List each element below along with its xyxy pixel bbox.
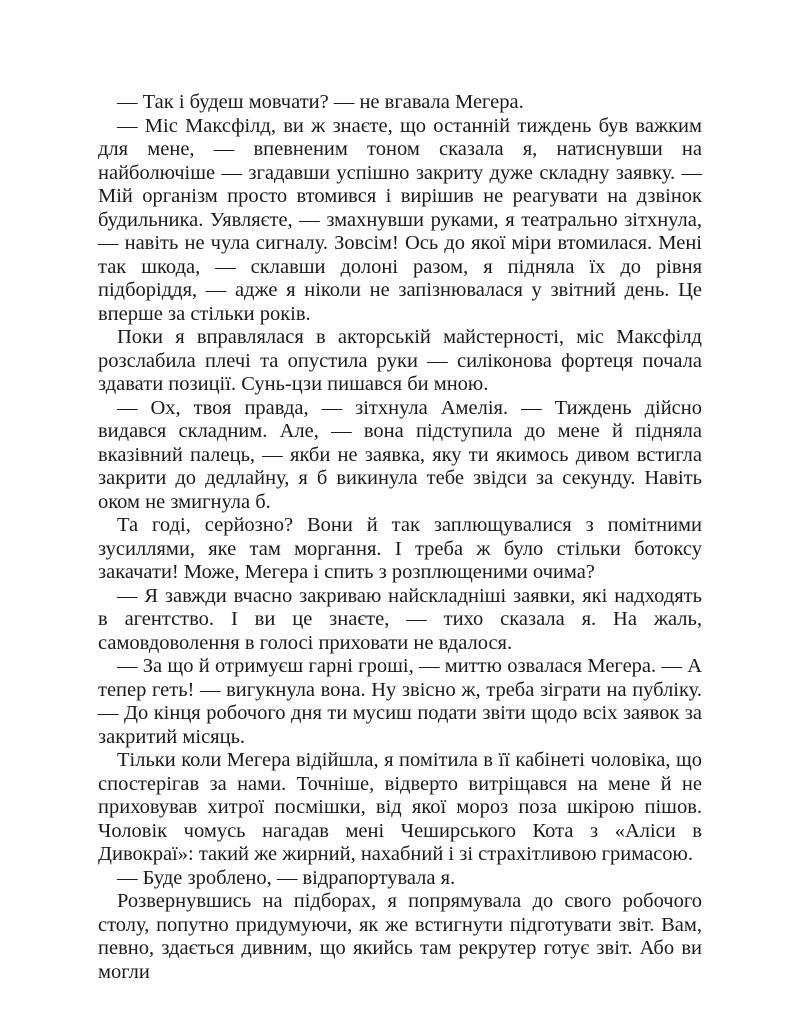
paragraph-10: Розвернувшись на підборах, я попрямувала до свого робочого столу, попутно придумуючи, як же встигнути підготувати звіт. Вам, певно, здається дивним, що якийсь там рекрутер готує звіт. Або ви могли: [98, 890, 702, 983]
paragraph-5: Та годі, серйозно? Вони й так заплющувалися з помітними зусиллями, яке там моргання. І треба ж було стільки ботоксу закачати! Може, Мегера і спить з розплющеними очима?: [98, 514, 702, 583]
paragraph-8: Тільки коли Мегера відійшла, я помітила в її кабінеті чоловіка, що спостерігав за нами. Точніше, відверто витріщався на мене й не приховував хитрої посмішки, від якої мороз поза шкірою пішов. Чоловік чомусь нагадав мені Чеширського Кота з «Аліси в Дивокраї»: такий же жирний, нахабний і зі страхітливою гримасою.: [98, 749, 702, 865]
paragraph-2: — Міс Максфілд, ви ж знаєте, що останній тиждень був важким для мене, — впевненим тоном сказала я, натиснувши на найболючіше — згадавши успішно закриту дуже складну заявку. — Мій організм просто втомився і вирішив не реагувати на дзвінок будильника. Уявляєте, — змахнувши руками, я театрально зітхнула, — навіть не чула сигналу. Зовсім! Ось до якої міри втомилася. Мені так шкода, — склавши долоні разом, я підняла їх до рівня підборіддя, — адже я ніколи не запізнювалася у звітний день. Це вперше за стільки років.: [98, 114, 702, 325]
book-page: [98, 91, 702, 984]
paragraph-1: — Так і будеш мовчати? — не вгавала Мегера.: [117, 91, 524, 113]
paragraph-9: — Буде зроблено, — відрапортувала я.: [117, 866, 456, 889]
paragraph-4: — Ох, твоя правда, — зітхнула Амелія. — Тиждень дійсно видався складним. Але, — вона підступила до мене й підняла вказівний палець, — якби не заявка, яку ти якимось дивом встигла закрити до дедлайну, я б викинула тебе звідси за секунду. Навіть оком не змигнула б.: [98, 396, 702, 513]
paragraph-7: — За що й отримуєш гарні гроші, — миттю озвалася Мегера. — А тепер геть! — вигукнула вона. Ну звісно ж, треба зіграти на публіку. — До кінця робочого дня ти мусиш подати звіти щодо всіх заявок за закритий місяць.: [98, 655, 702, 748]
paragraph-6: — Я завжди вчасно закриваю найскладніші заявки, які надходять в агентство. І ви це знаєте, — тихо сказала я. На жаль, самовдоволення в голосі приховати не вдалося.: [98, 584, 702, 654]
paragraph-3: Поки я вправлялася в акторській майстерності, міс Максфілд розслабила плечі та опустила руки — силіконова фортеця почала здавати позиції. Сунь-цзи пишався би мною.: [98, 326, 702, 395]
